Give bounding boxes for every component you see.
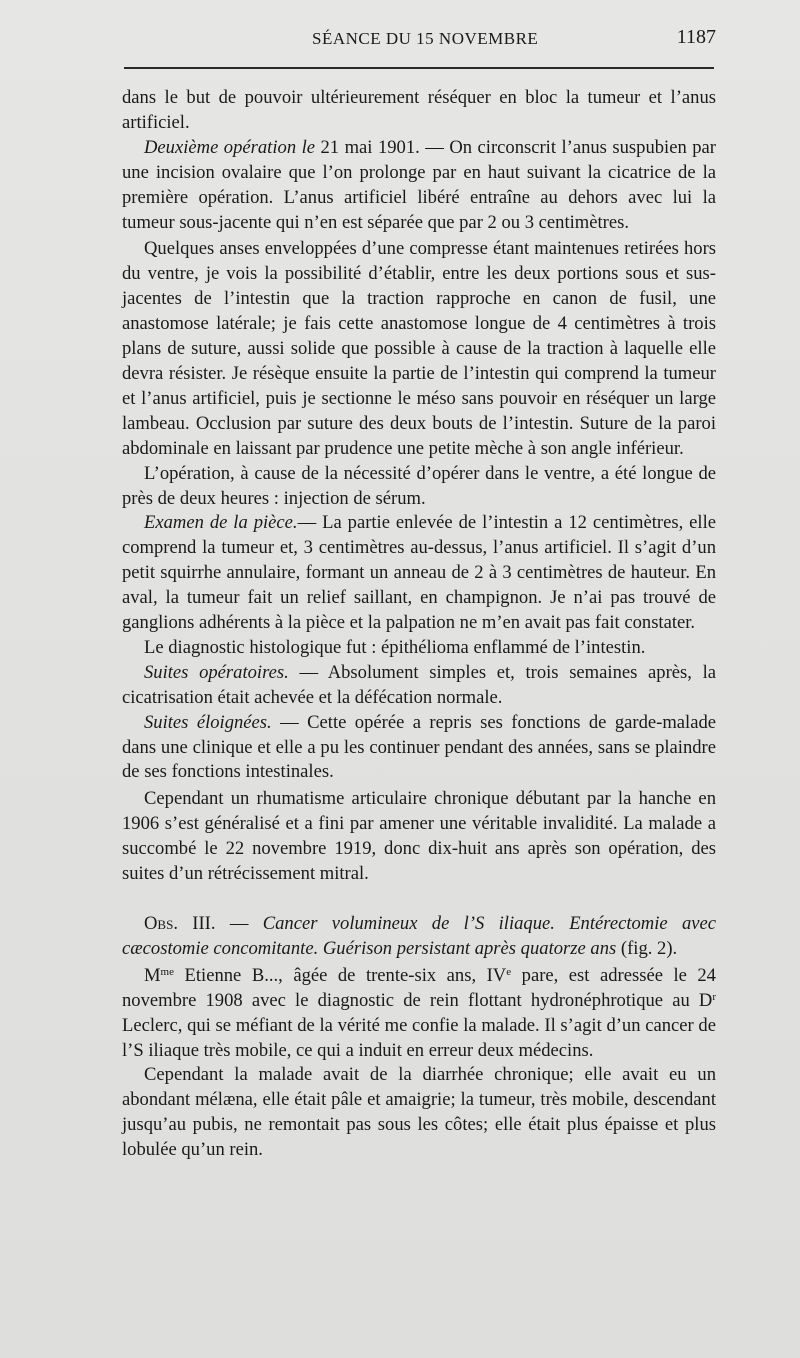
- section-label: Suites opératoires.: [144, 661, 289, 683]
- superscript-e: e: [506, 965, 512, 978]
- header-rule: [124, 67, 714, 69]
- section-label: Examen de la pièce.: [144, 512, 298, 534]
- paragraph-continuation: [122, 86, 716, 136]
- paragraph-text: Cependant la malade avait de la diarrhée chronique; elle avait eu un abondant mélæna, elle était pâle et amaigrie; la tumeur, très mobile, descendant jusqu’au pubis, ne remontait pas sous les côtes; elle était plus épaisse et plus lobulée qu’un rein.: [122, 1064, 716, 1161]
- paragraph-anastomosis: [122, 237, 716, 461]
- page-header: [120, 24, 718, 54]
- observation-label: Obs. III. —: [144, 913, 249, 934]
- paragraph-specimen: [122, 511, 716, 636]
- paragraph-text: Leclerc, qui se méfiant de la vérité me confie la malade. Il s’agit d’un cancer de l’S iliaque très mobile, ce qui a induit en erreur deux médecins.: [122, 1014, 716, 1061]
- paragraph-duration: [122, 462, 716, 512]
- observation-heading: [122, 912, 716, 962]
- paragraph-text: — Absolument simples et, trois semaines après, la cicatrisation était achevée et la défécation normale.: [122, 661, 716, 708]
- paragraph-text: On circonscrit l’anus suspubien par une incision ovalaire que l’on prolonge par en haut suivant la cicatrice de la première opération. L’anus artificiel libéré entraîne au dehors avec lui la tumeur sous-jacente qui n’en est séparée que par 2 ou 3 centimètres.: [122, 136, 716, 233]
- observation-title: Cancer volumineux de l’S iliaque. Entérectomie avec cæcostomie concomitante. Guérison persistant après quatorze ans: [122, 913, 716, 959]
- page-number: 1187: [676, 26, 716, 48]
- section-label: Suites éloignées.: [144, 711, 272, 733]
- paragraph-patient: [122, 964, 716, 1064]
- paragraph-text: Quelques anses enveloppées d’une compresse étant maintenues retirées hors du ventre, je vois la possibilité d’établir, entre les deux portions sous et sus-jacentes de l’intestin que la traction rapproche en canon de fusil, une anastomose latérale; je fais cette anastomose longue de 4 centimètres à trois plans de suture, aussi solide que possible à cause de la traction à laquelle elle devra résister. Je résèque ensuite la partie de l’intestin qui comprend la tumeur et l’anus artificiel, puis je sectionne le méso sans pouvoir en réséquer un large lambeau. Occlusion par suture des deux bouts de l’intestin. Suture de la paroi abdominale en laissant par prudence une petite mèche à son angle inférieur.: [122, 238, 716, 459]
- paragraph-postoperative: [122, 661, 716, 711]
- running-title: SÉANCE DU 15 NOVEMBRE: [312, 29, 539, 48]
- paragraph-outcome: [122, 787, 716, 887]
- paragraph-text: dans le but de pouvoir ultérieurement réséquer en bloc la tumeur et l’anus artificiel.: [122, 87, 716, 133]
- paragraph-text: — Cette opérée a repris ses fonctions de garde-malade dans une clinique et elle a pu les continuer pendant des années, sans se plaindre de ses fonctions intestinales.: [122, 711, 717, 783]
- paragraph-text: L’opération, à cause de la nécessité d’opérer dans le ventre, a été longue de près de deux heures : injection de sérum.: [122, 462, 716, 509]
- figure-reference: (fig. 2).: [620, 937, 678, 959]
- operation-year: 1901. —: [377, 136, 444, 158]
- abbreviation-m: M: [144, 964, 161, 986]
- paragraph-text: Le diagnostic histologique fut : épithélioma enflammé de l’intestin.: [144, 636, 646, 658]
- paragraph-text: — La partie enlevée de l’intestin a 12 centimètres, elle comprend la tumeur et, 3 centimètres au-dessus, l’anus artificiel. Il s’agit d’un petit squirrhe annulaire, formant un anneau de 2 à 3 centimètres de hauteur. En aval, la tumeur fait un relief saillant, en champignon. Je n’ai pas trouvé de ganglions adhérents à la pièce et la palpation ne m’en avait pas fait constater.: [122, 512, 716, 634]
- superscript-r: r: [712, 990, 716, 1003]
- paragraph-diagnosis: [122, 636, 716, 661]
- body-text: [122, 86, 716, 1163]
- superscript-me: me: [160, 965, 174, 978]
- operation-date: 21 mai: [320, 136, 373, 158]
- section-label: Deuxième opération le: [144, 136, 316, 158]
- paragraph-long-term: [122, 711, 716, 786]
- paragraph-symptoms: [122, 1063, 716, 1163]
- paragraph-second-operation: [122, 136, 716, 236]
- paragraph-text: Etienne B..., âgée de trente-six ans, IV: [184, 964, 507, 986]
- paragraph-text: pare, est adressée le 24 novembre 1908 avec le diagnostic de rein flottant hydronéphrotique au D: [122, 964, 716, 1011]
- paragraph-text: Cependant un rhumatisme articulaire chronique débutant par la hanche en 1906 s’est généralisé et a fini par amener une véritable invalidité. La malade a succombé le 22 novembre 1919, donc dix-huit ans après son opération, des suites d’un rétrécissement mitral.: [122, 788, 716, 885]
